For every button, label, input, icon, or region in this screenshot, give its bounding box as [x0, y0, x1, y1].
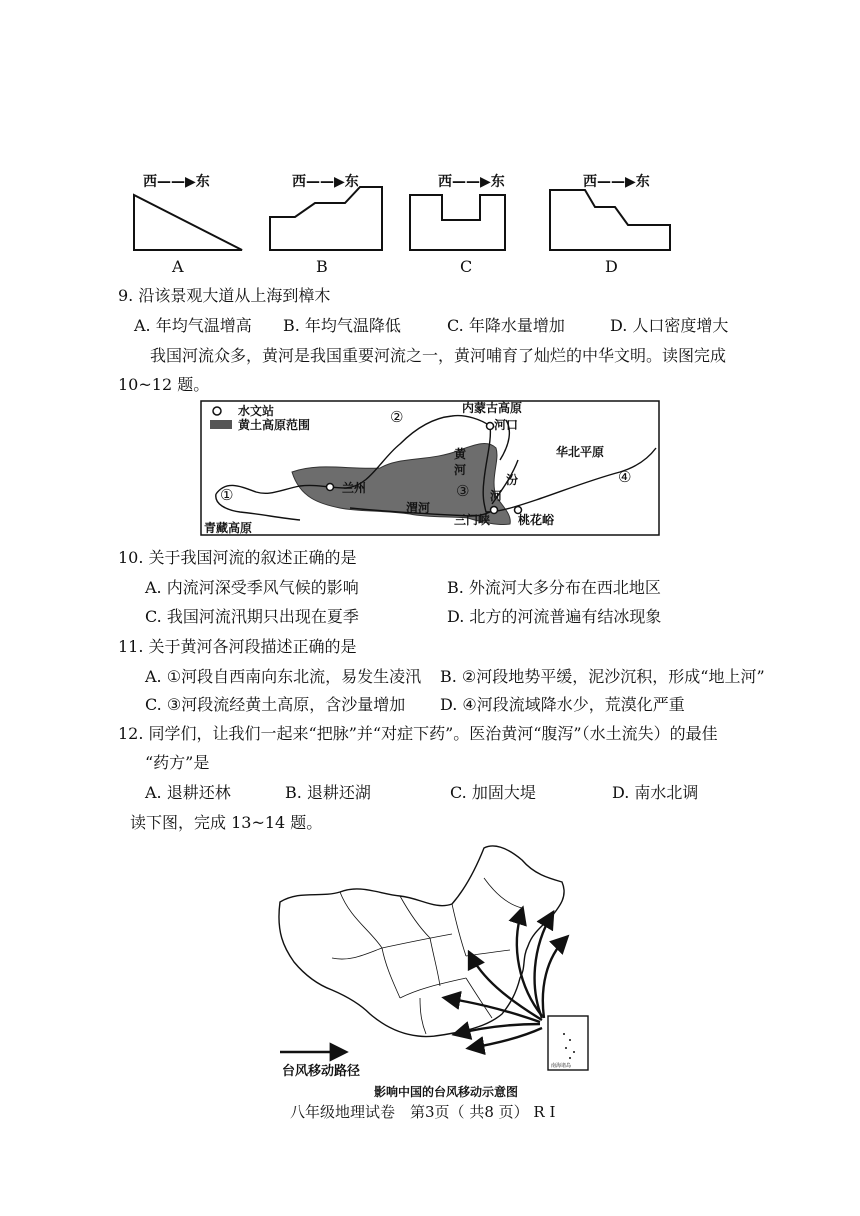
intro-10-12-line1: 我国河流众多，黄河是我国重要河流之一，黄河哺育了灿烂的中华文明。读图完成 — [150, 346, 727, 365]
intro-13-14: 读下图，完成 13~14 题。 — [130, 813, 323, 832]
q11-option-d: D. ④河段流域降水少，荒漠化严重 — [440, 695, 685, 714]
station-legend-icon — [213, 407, 221, 415]
q11-option-b: B. ②河段地势平缓，泥沙沉积，形成“地上河” — [440, 667, 765, 686]
q9-stem: 9. 沿该景观大道从上海到樟木 — [118, 286, 331, 305]
taohuayu-label: 桃花峪 — [518, 513, 555, 527]
q9-option-c: C. 年降水量增加 — [447, 316, 565, 335]
profile-label-d: D — [605, 257, 618, 276]
page-footer: 八年级地理试卷 第3页（ 共8 页） R I — [290, 1103, 556, 1121]
huanghe-label-1: 黄 — [454, 447, 467, 461]
inset-label: 南海诸岛 — [551, 1063, 572, 1069]
yellow-river-map — [200, 400, 660, 538]
fen-he-label: 河 — [490, 489, 503, 503]
typhoon-path-6 — [470, 1028, 542, 1048]
direction-label-b: 西——▶东 — [292, 174, 359, 190]
q10-option-a: A. 内流河深受季风气候的影响 — [145, 578, 359, 597]
q10-stem: 10. 关于我国河流的叙述正确的是 — [118, 548, 357, 567]
lanzhou-station-icon — [327, 484, 334, 491]
profile-a — [134, 195, 242, 250]
q12-option-c: C. 加固大堤 — [450, 783, 536, 802]
q9-option-d: D. 人口密度增大 — [610, 316, 729, 335]
huanghe-label-2: 河 — [454, 463, 467, 477]
direction-label-a: 西——▶东 — [143, 174, 210, 190]
south-china-sea-inset — [548, 1016, 588, 1070]
typhoon-path-7 — [543, 938, 566, 1018]
hekou-station-icon — [487, 423, 494, 430]
intro-10-12-line2: 10~12 题。 — [118, 375, 210, 394]
section-3-label: ③ — [456, 482, 470, 500]
neimenggu-label: 内蒙古高原 — [462, 401, 523, 415]
q12-option-b: B. 退耕还湖 — [285, 783, 371, 802]
profile-label-a: A — [172, 257, 184, 276]
loess-legend-swatch — [210, 420, 232, 429]
q11-option-a: A. ①河段自西南向东北流，易发生凌汛 — [145, 667, 422, 686]
q10-option-b: B. 外流河大多分布在西北地区 — [447, 578, 661, 597]
section-1-label: ① — [220, 486, 234, 504]
q12-stem-line1: 12. 同学们，让我们一起来“把脉”并“对症下药”。医治黄河“腹泻”（水土流失）的最佳 — [118, 724, 718, 743]
typhoon-legend-label: 台风移动路径 — [282, 1064, 361, 1079]
huabei-label: 华北平原 — [556, 445, 605, 459]
legend-loess-label: 黄土高原范围 — [238, 418, 311, 432]
qingzang-label: 青藏高原 — [204, 521, 253, 535]
profile-label-b: B — [316, 257, 328, 276]
direction-label-d: 西——▶东 — [583, 174, 650, 190]
q10-option-c: C. 我国河流汛期只出现在夏季 — [145, 607, 359, 626]
profile-label-c: C — [460, 257, 473, 276]
section-4-label: ④ — [618, 468, 632, 486]
direction-label-c: 西——▶东 — [438, 174, 505, 190]
q12-option-a: A. 退耕还林 — [145, 783, 231, 802]
sanmenxia-station-icon — [491, 507, 498, 514]
typhoon-map — [270, 838, 600, 1078]
q11-option-c: C. ③河段流经黄土高原，含沙量增加 — [145, 695, 406, 714]
sanmenxia-label: 三门峡 — [454, 513, 491, 527]
q12-option-d: D. 南水北调 — [612, 783, 699, 802]
weihe-label: 渭河 — [406, 501, 431, 515]
q9-option-a: A. 年均气温增高 — [134, 316, 252, 335]
q10-option-d: D. 北方的河流普遍有结冰现象 — [447, 607, 662, 626]
q12-stem-line2: “药方”是 — [145, 753, 210, 772]
section-2-label: ② — [390, 408, 404, 426]
profile-d — [550, 190, 670, 250]
q11-stem: 11. 关于黄河各河段描述正确的是 — [118, 637, 357, 656]
typhoon-map-caption: 影响中国的台风移动示意图 — [374, 1085, 519, 1099]
fen-label: 汾 — [506, 473, 519, 487]
legend-station-label: 水文站 — [238, 404, 275, 418]
profile-c — [410, 195, 505, 250]
q9-option-b: B. 年均气温降低 — [283, 316, 401, 335]
profile-b — [270, 187, 382, 250]
hekou-label: 河口 — [494, 418, 519, 432]
lanzhou-label: 兰州 — [342, 481, 367, 495]
